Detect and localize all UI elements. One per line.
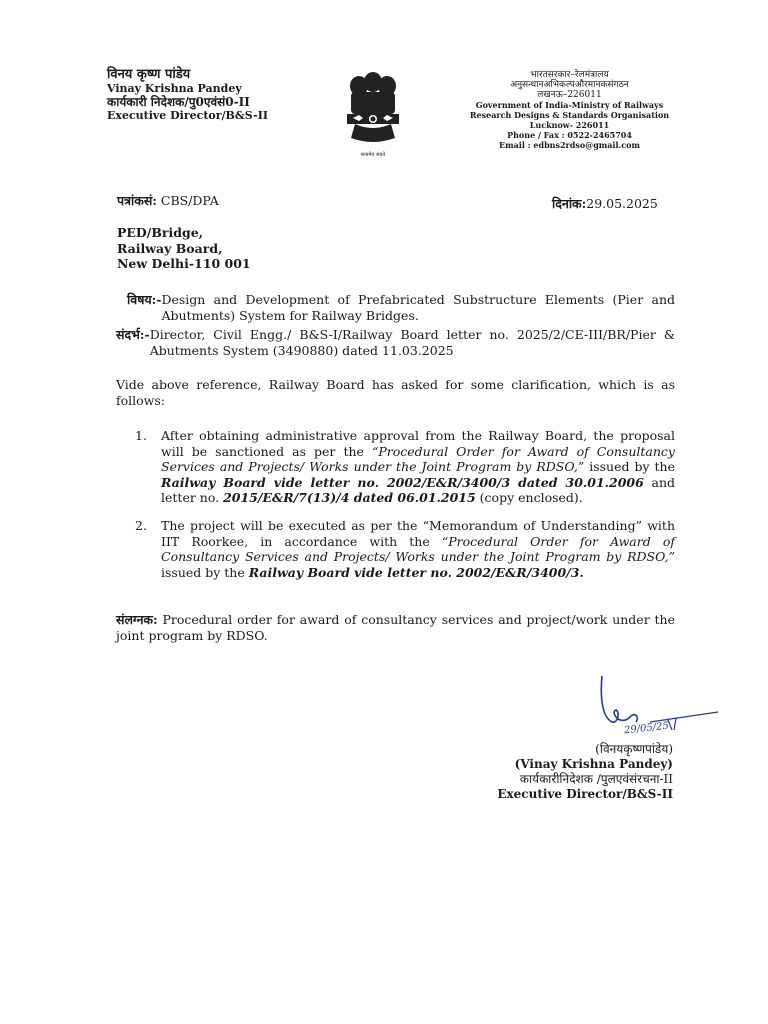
board-letter-reference: Railway Board vide letter no. 2002/E&R/3400/3 dated 30.01.2006	[161, 474, 644, 490]
emblem-caption: सत्यमेव जयते	[360, 152, 386, 158]
addressee-line: Railway Board,	[117, 240, 223, 256]
intro-paragraph: Vide above reference, Railway Board has asked for some clarification, which is as follows:	[116, 377, 675, 408]
signature	[590, 672, 720, 752]
org-line-hindi-3: लखनऊ–226011	[537, 90, 602, 100]
board-letter-reference: 2015/E&R/7(13)/4 dated 06.01.2015	[223, 490, 476, 505]
sender-block	[107, 67, 268, 122]
reference	[116, 327, 675, 358]
point-text	[161, 518, 675, 580]
point-text	[161, 428, 675, 506]
reference-letter-text: Director, Civil Engg./ B&S-I/Railway Board letter no. 2025/2/CE-III/BR/Pier & Abutments System (3490880) dated 11.03.2025	[149, 327, 675, 358]
signatory-designation-english: Executive Director/B&S-II	[497, 787, 673, 801]
org-line-hindi-1: भारतसरकार–रेलमंत्रालय	[530, 70, 609, 80]
reference-value: CBS/DPA	[156, 193, 219, 208]
board-letter-reference: Railway Board vide letter no. 2002/E&R/3400/3.	[248, 564, 584, 580]
point-text-part: The project will be executed as per the “Memorandum of Understanding” with IIT Roorkee, in accordance with the	[161, 518, 675, 549]
org-line-phone: Phone / Fax : 0522-2465704	[507, 130, 632, 140]
reference-letter-label: संदर्भ:-	[116, 327, 150, 342]
reference-label: पत्रांकसं:	[117, 193, 157, 208]
sender-designation-english: Executive Director/B&S-II	[107, 109, 268, 122]
point-text-part: After obtaining administrative approval from the Railway Board, the proposal will be sanctioned as per the	[161, 428, 675, 459]
addressee-line: PED/Bridge,	[117, 225, 204, 240]
procedural-order-title: “Procedural Order for Award of Consultancy Services and Projects/ Works under the Joint Program by RDSO,”	[161, 533, 676, 564]
signatory-designation-hindi: कार्यकारीनिदेशक /पुलएवंसंरचना-II	[519, 772, 673, 786]
procedural-order-title: “Procedural Order for Award of Consultancy Services and Projects/ Works under the Joint Program by RDSO,”	[161, 443, 675, 474]
enclosure	[116, 612, 675, 643]
point-1	[135, 428, 675, 506]
reference-number	[117, 193, 219, 209]
sender-name-english: Vinay Krishna Pandey	[107, 82, 242, 95]
point-text-part: issued by the	[584, 459, 675, 474]
org-line-rdso: Research Designs & Standards Organisation	[469, 110, 670, 120]
enclosure-text: Procedural order for award of consultancy services and project/work under the joint program by RDSO.	[116, 612, 675, 643]
signatory-name-hindi: (विनयकृष्णपांडेय)	[595, 742, 673, 756]
sender-name-hindi: विनय कृष्ण पांडेय	[107, 67, 191, 82]
subject	[127, 292, 675, 323]
point-number: 1.	[135, 428, 147, 443]
addressee-line: New Delhi-110 001	[117, 256, 251, 271]
org-line-city: Lucknow- 226011	[529, 120, 610, 130]
handwritten-signature-icon	[590, 672, 720, 752]
national-emblem	[337, 68, 409, 156]
date-label: दिनांक:	[552, 196, 587, 211]
signatory-name-english: (Vinay Krishna Pandey)	[514, 757, 673, 771]
addressee-block	[117, 225, 251, 272]
national-emblem-icon	[337, 68, 409, 148]
enclosure-label: संलग्नक:	[116, 612, 158, 627]
organisation-block	[452, 70, 687, 150]
letter-date	[552, 196, 658, 212]
signatory-block	[440, 742, 673, 802]
org-line-hindi-2: अनुसन्धानअभिकल्पऔरमानकसंगठन	[510, 80, 629, 90]
subject-label: विषय:-	[127, 292, 162, 307]
point-text-part: (copy enclosed).	[475, 490, 583, 505]
date-value: 29.05.2025	[586, 196, 658, 211]
point-2	[135, 518, 675, 580]
org-line-email: Email : edbns2rdso@gmail.com	[499, 140, 640, 150]
point-number: 2.	[135, 518, 147, 533]
point-text-part: and letter no.	[161, 474, 675, 505]
sender-designation-hindi: कार्यकारी निदेशक/पु0एवंसं0-II	[107, 95, 250, 109]
point-text-part: issued by the	[161, 564, 249, 580]
signature-date: 29/05/25	[623, 720, 670, 737]
org-line-ministry: Government of India-Ministry of Railways	[475, 100, 664, 110]
subject-text: Design and Development of Prefabricated Substructure Elements (Pier and Abutments) System for Railway Bridges.	[161, 292, 675, 323]
